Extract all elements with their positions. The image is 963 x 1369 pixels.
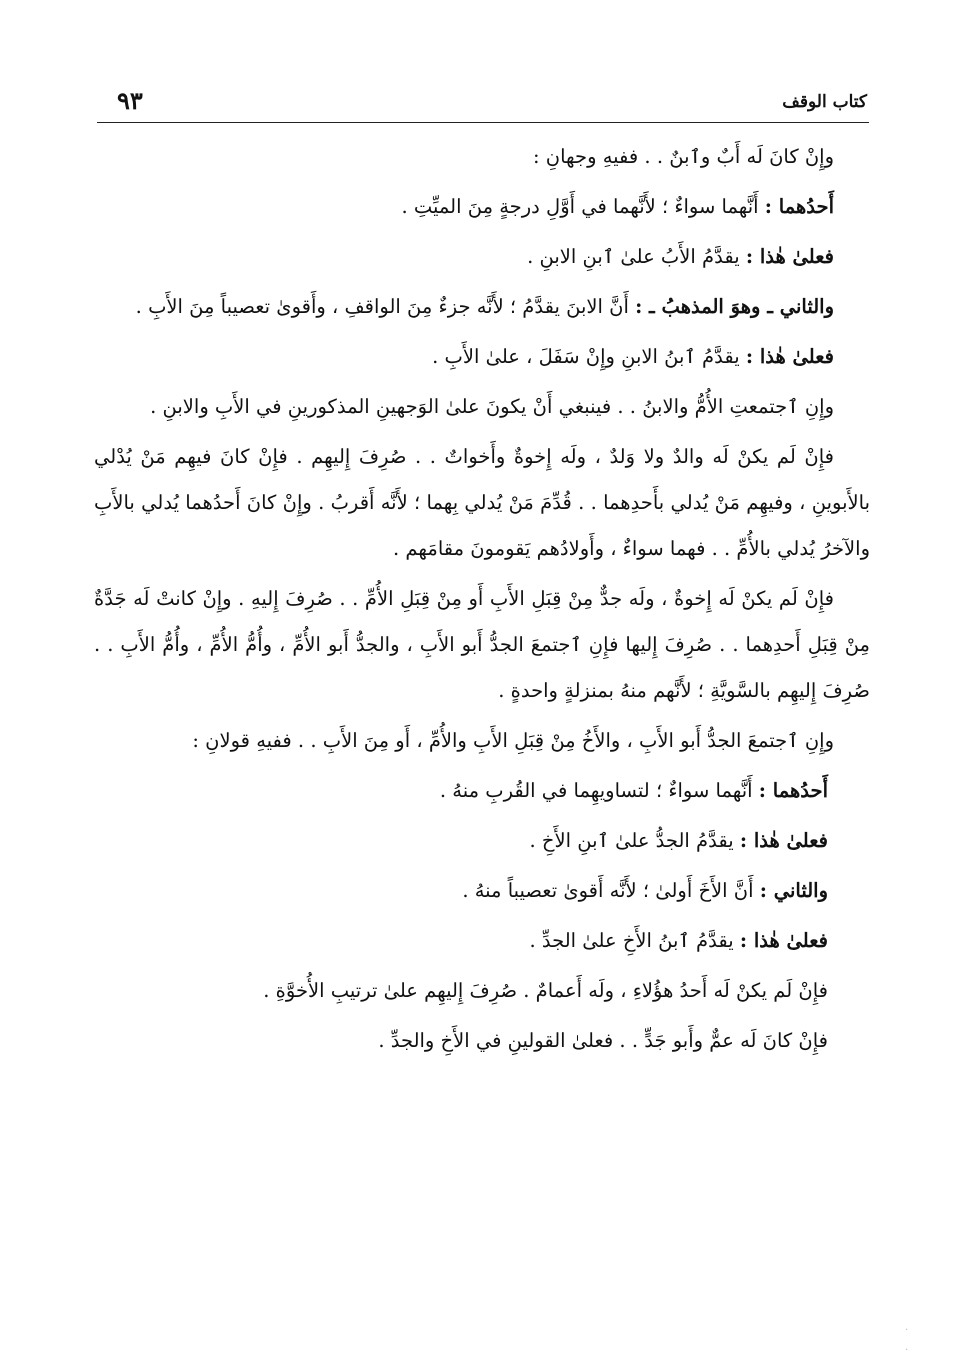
paragraph — [94, 334, 870, 380]
paragraph — [94, 818, 828, 864]
paragraph-text: يقدَّمُ الأَبُ علىٰ ٱبنِ الابنِ . — [527, 245, 746, 268]
paragraph-lead: فعلىٰ هٰذا : — [745, 345, 834, 368]
paragraph-text: فإِنْ لَم يكنْ لَه والدٌ ولا وَلدٌ ، ولَه إِخوةٌ وأَخواتٌ . . صُرِفَ إِليهِم . فإِنْ كانَ فيهِم مَنْ يُدْلي بالأَبوينِ ، وفيهِم مَنْ يُدلي بأَحدِهما . . قُدِّمَ مَنْ يُدلي بِهما ؛ لأَنَّه أَقربُ . وإِنْ كانَ أَحدُهما يُدلي بالأَبِ والآخرُ يُدلي بالأُمِّ . . فهما سواءٌ ، وأَولادُهم يَقومونَ مقامَهم . — [94, 445, 870, 560]
header-rule — [97, 122, 869, 123]
paragraph-lead: فعلىٰ هٰذا : — [745, 245, 834, 268]
paragraph — [94, 576, 870, 714]
paragraph — [94, 918, 828, 964]
paragraph-lead: والثاني : — [759, 879, 828, 902]
paragraph — [94, 868, 828, 914]
paragraph-text: يقدَّمُ ٱبنُ الابنِ وإِنْ سَفَلَ ، علىٰ الأَبِ . — [432, 345, 746, 368]
paragraph — [94, 1018, 828, 1064]
paragraph-text: فإِنْ لَم يكنْ لَه إِخوةٌ ، ولَه جدٌّ مِنْ قِبَلِ الأَبِ أَو مِنْ قِبَلِ الأُمِّ . . صُرِفَ إِليهِ . وإِنْ كانتْ لَه جَدَّةٌ مِنْ قِبَلِ أَحدِهما . . صُرِفَ إِليها فإِنِ ٱجتمعَ الجدُّ أَبو الأَبِ ، والجدُّ أَبو الأُمِّ ، وأُمُّ الأُمِّ ، وأُمُّ الأَبِ . . صُرِفَ إِليهِم بالسَّويَّةِ ؛ لأَنَّهم منهُ بمنزلةٍ واحدةٍ . — [94, 587, 870, 702]
paragraph — [94, 384, 870, 430]
paragraph-text: فإِنْ لَم يكنْ لَه أَحدُ هؤُلاءِ ، ولَه أَعمامٌ . صُرِفَ إِليهِم علىٰ ترتيبِ الأُخوَّةِ . — [263, 979, 828, 1002]
page-header — [97, 86, 867, 120]
paragraph-text: أَنَّهما سواءٌ ؛ لتساويهِما في القُربِ منهُ . — [439, 779, 759, 802]
paragraph-text: أَنَّ الابنَ يقدَّمُ ؛ لأَنَّه جزءٌ مِنَ الواقفِ ، وأَقوىٰ تعصيباً مِنَ الأَبِ . — [135, 295, 636, 318]
paragraph-lead: أَحدُهما : — [764, 195, 834, 218]
paragraph-text: يقدَّمُ ٱبنُ الأَخِ علىٰ الجدِّ . — [529, 929, 740, 952]
paragraph-lead: فعلىٰ هٰذا : — [739, 829, 828, 852]
paragraph-lead: والثاني ـ وهوَ المذهبُ ـ : — [635, 295, 834, 318]
page-body — [94, 134, 870, 1068]
paragraph-text: وإِنْ كانَ لَه أَبٌ وٱبنٌ . . ففيهِ وجهانِ : — [533, 145, 834, 168]
paragraph-text: أَنَّ الأَخَ أَولىٰ ؛ لأَنَّه أَقوىٰ تعصيباً منهُ . — [462, 879, 760, 902]
page-number: ٩٣ — [117, 86, 143, 115]
margin-dot: · — [905, 1325, 909, 1336]
paragraph-lead: فعلىٰ هٰذا : — [739, 929, 828, 952]
paragraph — [94, 234, 870, 280]
running-title: كتاب الوقف — [782, 92, 867, 112]
paragraph — [94, 134, 870, 180]
paragraph-lead: أَحدُهما : — [758, 779, 828, 802]
paragraph — [94, 718, 870, 764]
paragraph — [94, 968, 828, 1014]
paragraph-text: وإِنِ ٱجتمعَ الجدُّ أَبو الأَبِ ، والأَخُ مِنْ قِبَلِ الأَبِ والأُمِّ ، أَو مِنَ الأَبِ . . ففيهِ قولانِ : — [192, 729, 834, 752]
paragraph — [94, 768, 828, 814]
paragraph-text: يقدَّمُ الجدُّ علىٰ ٱبنِ الأَخِ . — [529, 829, 740, 852]
paragraph-text: وإِنِ ٱجتمعتِ الأُمُّ والابنُ . . فينبغي أَنْ يكونَ علىٰ الوَجهينِ المذكورينِ في الأَبِ والابنِ . — [150, 395, 834, 418]
paragraph-text: فإِنْ كانَ لَه عمٌّ وأَبو جَدٍّ . . فعلىٰ القولينِ في الأَخِ والجدِّ . — [378, 1029, 828, 1052]
paragraph — [94, 184, 870, 230]
margin-dot: · — [905, 1345, 909, 1356]
paragraph — [94, 434, 870, 572]
paragraph — [94, 284, 870, 330]
paragraph-text: أَنَّهما سواءٌ ؛ لأَنَّهما في أَوَّلِ درجةٍ مِنَ الميِّتِ . — [401, 195, 765, 218]
